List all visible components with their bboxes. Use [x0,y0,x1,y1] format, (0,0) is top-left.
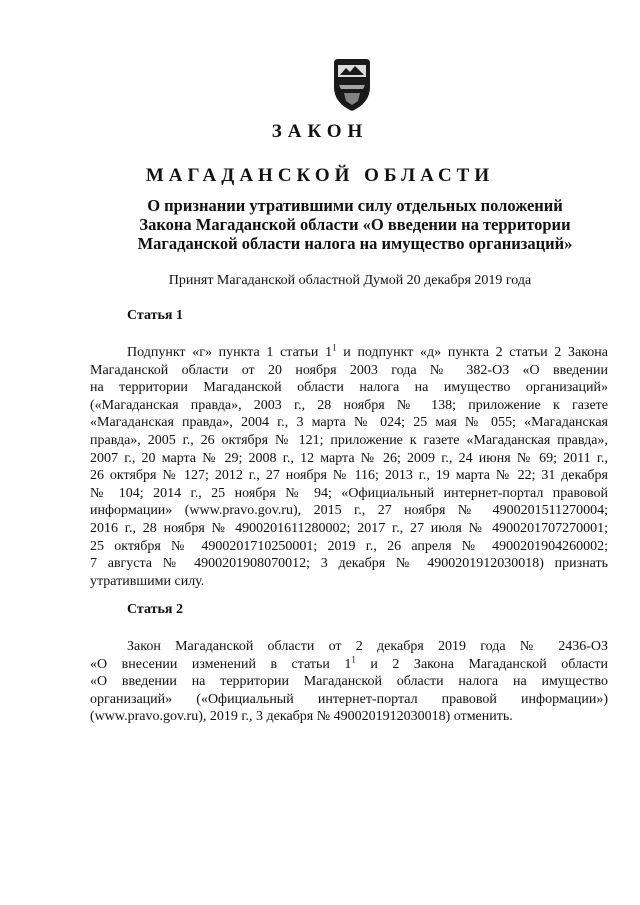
text-run: на территории Магаданской области налога на имущество организаций» [90,380,608,396]
law-title-line: О признании утратившими силу отдельных положений [147,196,563,215]
text-run: организаций» («Официальный интернет-портал правовой информации») [90,691,608,707]
text-run: («Магаданская правда», 2003 г., 28 ноября № 138; приложение к газете [90,397,608,413]
text-line [90,450,608,468]
text-run: и подпункт «д» пункта 2 статьи 2 Закона [336,345,609,360]
text-line [90,538,608,556]
text-run: (www.pravo.gov.ru), 2019 г., 3 декабря № 4900201912030018) отменить. [90,709,513,725]
magadan-coat-of-arms-icon [330,57,374,113]
law-title-line: Магаданской области налога на имущество организаций» [137,234,573,253]
text-line [90,379,608,397]
law-title-line: Закона Магаданской области «О введении на территории [139,215,571,234]
text-run: 26 октября № 127; 2012 г., 27 ноября № 116; 2013 г., 19 марта № 22; 31 декабря [90,468,608,484]
text-run: 2007 г., 20 марта № 29; 2008 г., 12 марта № 26; 2009 г., 24 июня № 69; 2011 г., [90,450,608,466]
article-1-text [90,344,608,590]
text-run: «О введении на территории Магаданской области налога на имущество [90,674,608,690]
text-line [90,708,608,726]
text-run: утратившими силу. [90,573,205,589]
article-1-heading: Статья 1 [127,308,183,323]
text-line [90,467,608,485]
text-line [90,691,608,709]
text-run: правда», 2005 г., 26 октября № 121; приложение к газете «Магаданская правда», [90,432,608,448]
text-run: «О внесении изменений в статьи 1 [90,656,352,672]
article-2-heading: Статья 2 [127,602,183,617]
text-line [90,485,608,503]
text-line [90,502,608,520]
text-line [90,344,608,362]
text-line [90,362,608,380]
document-type-heading: ЗАКОН [271,121,369,142]
text-line [90,520,608,538]
text-line [90,573,608,591]
law-title [100,196,610,253]
text-line [90,673,608,691]
text-run: Подпункт «г» пункта 1 статьи 1 [127,345,333,360]
region-heading: МАГАДАНСКОЙ ОБЛАСТИ [145,165,495,186]
text-line [90,432,608,450]
adoption-note: Принят Магаданской областной Думой 20 декабря 2019 года [168,273,532,288]
text-run: № 104; 2014 г., 25 ноября № 94; «Официальный интернет-портал правовой [90,485,608,501]
text-run: Закон Магаданской области от 2 декабря 2019 года № 2436-ОЗ [127,639,608,654]
text-run: 2016 г., 28 ноября № 4900201611280002; 2017 г., 27 июля № 4900201707270001; [90,520,608,536]
article-2-text [90,638,608,726]
text-line [90,414,608,432]
text-run: Магаданской области от 20 ноября 2003 года № 382-ОЗ «О введении [90,362,608,378]
text-run: «Магаданская правда», 2004 г., 3 марта № 024; 25 мая № 055; «Магаданская [90,415,608,431]
text-run: 25 октября № 4900201710250001; 2019 г., 26 апреля № 4900201904260002; [90,538,608,554]
text-line [90,638,608,656]
text-line [90,555,608,573]
text-run: информации» (www.pravo.gov.ru), 2015 г., 27 ноября № 4900201511270004; [90,503,608,519]
text-line [90,397,608,415]
text-line [90,653,609,674]
superscript: 1 [351,653,356,664]
text-run: и 2 Закона Магаданской области [355,656,609,672]
superscript: 1 [332,342,337,353]
text-run: 7 августа № 4900201908070012; 3 декабря № 4900201912030018) признать [90,556,608,572]
